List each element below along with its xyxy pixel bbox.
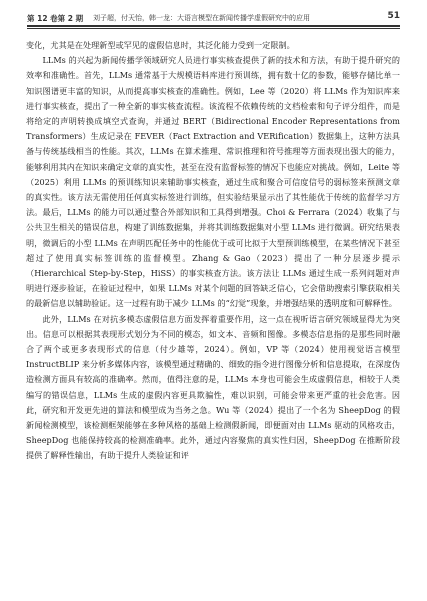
- journal-volume: 第 12 卷第 2 期: [27, 14, 84, 23]
- page-number: 51: [387, 11, 400, 21]
- paragraph-llm-fact-checking: LLMs 的兴起为新闻传播学领域研究人员进行事实核查提供了新的技术和方法，有助于提升研究的效率和准确性。首先，LLMs 通常基于大规模语料库进行预训练，拥有数十亿的参数，能够存储比单一知识图谱更丰富的知识，从而提高事实核查的准确性。例如，Lee 等（2020）将 LLMs 作为知识库来进行事实核查，提出了一种全新的事实核查流程。该流程不依赖传统的文档检索和句子评分组件，而是将给定的声明转换成填空式查询，并通过 BERT（Bidirectional Encoder Representations from Transformers）生成记录在 FEVER（Fact Extraction and VERification）数据集上，这种方法具备与传统基线相当的性能。其次，LLMs 在算术推理、常识推理和符号推理等方面表现出强大的能力，能够利用其内在知识来确定文章的真实性，甚至在没有监督标签的情况下也能应对挑战。例如，Leite 等（2025）利用 LLMs 的预训练知识来辅助事实核查，通过生成和聚合可信度信号的弱标签来预测文章的真实性。该方法无需使用任何真实标签进行训练，但实验结果显示出了其性能优于传统的监督学习方法。最后，LLMs 的能力可以通过整合外部知识和工具得到增强。Choi & Ferrara（2024）收集了与公共卫生相关的错误信息，构建了训练数据集，并将其训练数据集对小型 LLMs 进行微调。研究结果表明，微调后的小型 LLMs 在声明匹配任务中的性能优于或可比拟于大型预训练模型，在某些情况下甚至超过了使用真实标签训练的监督模型。Zhang & Gao（2023）提出了一种分层逐步提示（Hierarchical Step-by-Step，HiSS）的事实核查方法。该方法让 LLMs 通过生成一系列问题对声明进行逐步验证，在验证过程中，如果 LLMs 对某个问题的回答缺乏信心，它会借助搜索引擎获取相关的最新信息以辅助验证。这一过程有助于减少 LLMs 的“幻觉”现象，并增强结果的透明度和可解释性。: [26, 55, 400, 309]
- header-rule-thick: [27, 25, 400, 27]
- running-article-title: 刘子超，付天怡，韩一龙：大语言模型在新闻传播学虚假研究中的应用: [93, 14, 310, 22]
- paragraph-continuation: 变化，尤其是在处理新型或罕见的虚假信息时，其泛化能力受到一定限制。: [26, 40, 295, 50]
- paragraph-multimodal: 此外，LLMs 在对抗多模态虚假信息方面发挥着重要作用，这一点在视听语言研究领域显得尤为突出。信息可以根据其表现形式划分为不同的模态，如文本、音频和图像。多模态信息指的是那些同时融合了两个或更多表现形式的信息（付少雄等，2024）。例如，VP 等（2024）使用视觉语言模型 InstructBLIP 来分析多媒体内容，该模型通过精确的、细致的指令进行图像分析和信息提取，在深度伪造检测方面具有较高的准确率。然而，值得注意的是，LLMs 本身也可能会生成虚假信息，相较于人类编写的错误信息，LLMs 生成的虚假内容更具欺骗性，难以识别，可能会带来更严重的社会危害。因此，研究和开发更先进的算法和模型成为当务之急。Wu 等（2024）提出了一个名为 SheepDog 的假新闻检测模型，该检测框架能够在多种风格的基础上检测假新闻，即便面对由 LLMs 驱动的风格攻击，SheepDog 也能保持较高的检测准确率。此外，通过内容聚焦的真实性归因，SheepDog 在推断阶段提供了解释性输出，有助于提升人类验证和评: [26, 313, 400, 461]
- body-text: [26, 38, 400, 464]
- page-header: [0, 0, 427, 34]
- header-rule-thin: [27, 28, 400, 29]
